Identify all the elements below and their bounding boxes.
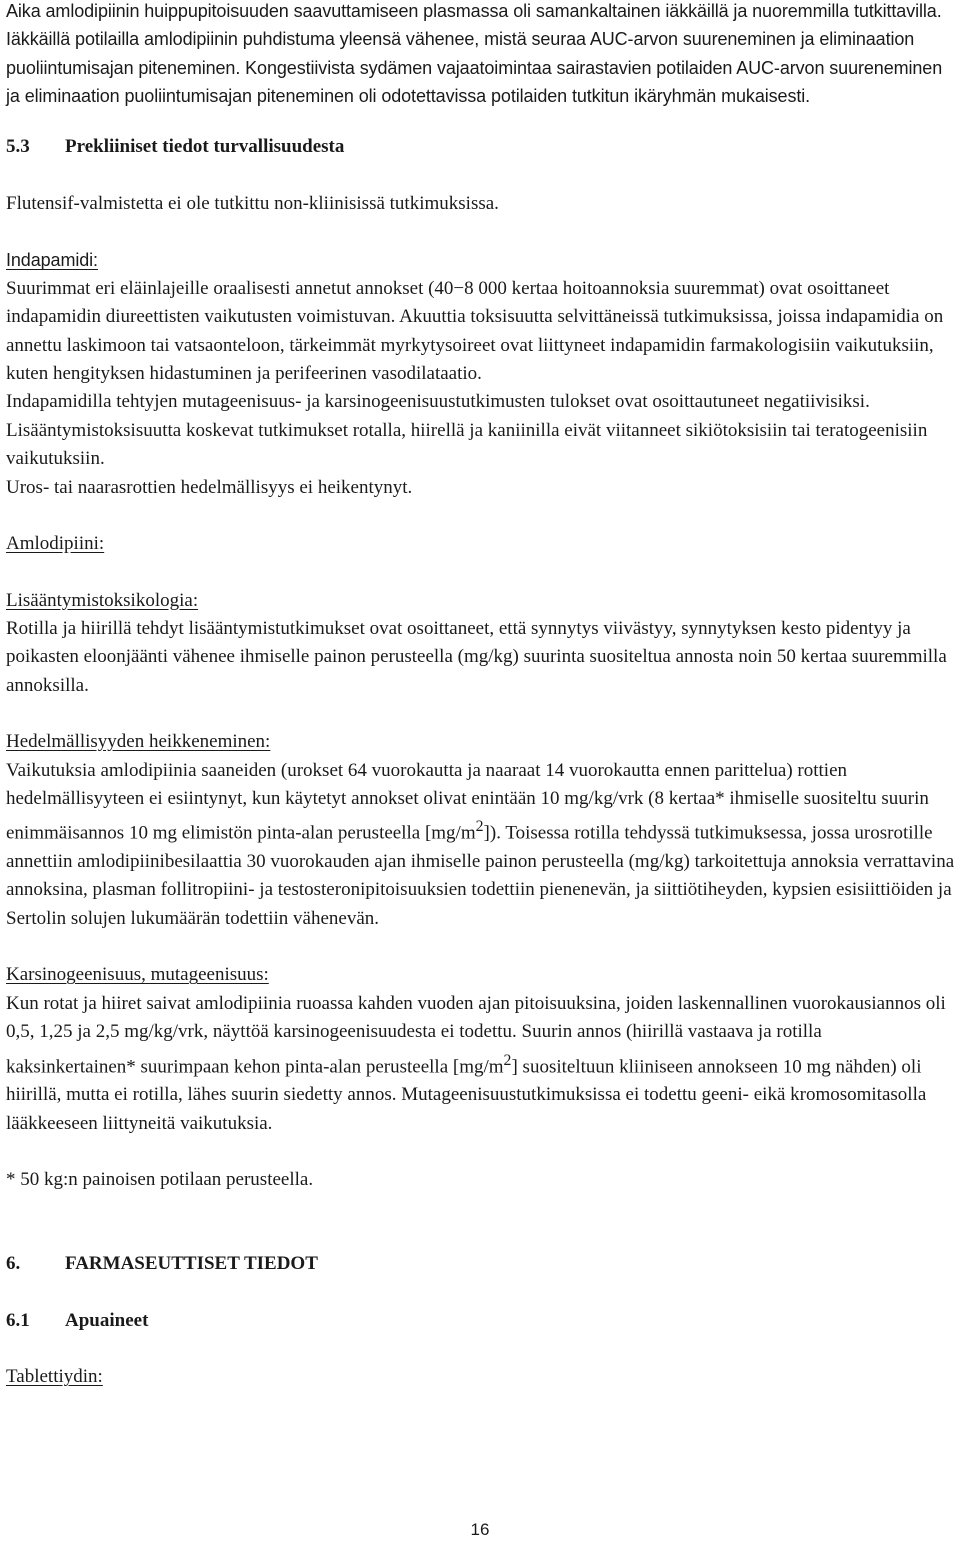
indapamidi-paragraph-2: Indapamidilla tehtyjen mutageenisuus- ja karsinogeenisuustutkimusten tulokset ovat osoittautuneet negatiivisiksi. [6,391,870,413]
carcinogenicity-heading: Karsinogeenisuus, mutageenisuus: [6,964,269,986]
footnote: * 50 kg:n painoisen potilaan perusteella. [6,1169,314,1191]
tablet-core-heading: Tablettiydin: [6,1366,103,1388]
fertility-text-part-1: Vaikutuksia amlodipiinia saaneiden (urokset 64 vuorokautta ja naaraat 14 vuorokautta ennen parittelua) rottien hedelmällisyyteen ei esiintynyt, kun käytetyt annokset olivat enintään 10 mg/kg/vrk (8 kertaa* ihmiselle suositeltu suurin enimmäisannos 10 mg elimistön pinta-alan perusteella [mg/m [6,759,929,844]
section-6-heading [6,1250,956,1278]
section-5-3-heading [6,133,956,161]
superscript-2: 2 [503,1051,512,1069]
section-number: 6. [6,1253,21,1275]
fertility-text-part-2: ]). Toisessa rotilla tehdyssä tutkimuksessa, jossa urosrotille annettiin amlodipiinibesilaattia 30 vuorokauden ajan ihmiselle painon perusteella (mg/kg) tarkoitettuja annoksia verrattavina annoksina, plasman follitropiini- ja testosteronipitoisuuksien todettiin pienenevän, ja siittiötiheyden, kypsien esisiittiöiden ja Sertolin solujen lukumäärän todettiin vähenevän. [6,822,955,929]
section-6-1-heading [6,1307,956,1335]
section-5-3-intro: Flutensif-valmistetta ei ole tutkittu non-kliinisissä tutkimuksissa. [6,193,499,215]
section-title: Prekliiniset tiedot turvallisuudesta [65,135,345,157]
amlodipiini-heading: Amlodipiini: [6,533,105,555]
intro-paragraph: Aika amlodipiinin huippupitoisuuden saavuttamiseen plasmassa oli samankaltainen iäkkäillä ja nuoremmilla tutkittavilla. Iäkkäillä potilailla amlodipiinin puhdistuma yleensä vähenee, mistä seuraa AUC-arvon suureneminen ja eliminaation puoliintumisajan piteneminen. Kongestiivista sydämen vajaatoimintaa sairastavien potilaiden AUC-arvon suureneminen ja eliminaation puoliintumisajan piteneminen oli odotettavissa potilaiden tutkitun ikäryhmän mukaisesti. [6,1,943,107]
indapamidi-paragraph-3: Lisääntymistoksisuutta koskevat tutkimukset rotalla, hiirellä ja kaniinilla eivät viitanneet sikiötoksisiin tai teratogeenisiin vaikutuksiin. [6,419,928,470]
reproductive-toxicology-text: Rotilla ja hiirillä tehdyt lisääntymistutkimukset ovat osoittaneet, että synnytys viivästyy, synnytyksen kesto pidentyy ja poikasten eloonjäänti vähenee ihmiselle painon perusteella (mg/kg) suurinta suositeltua annosta noin 50 kertaa suuremmilla annoksilla. [6,617,947,696]
indapamidi-paragraph-4: Uros- tai naarasrottien hedelmällisyys ei heikentynyt. [6,476,413,498]
indapamidi-paragraph-1: Suurimmat eri eläinlajeille oraalisesti annetut annokset (40−8 000 kertaa hoitoannoksia suuremmat) ovat osoittaneet indapamidin diureettisten vaikutusten voimistuvan. Akuuttia toksisuutta selvittäneissä tutkimuksissa, joissa indapamidia on annettu laskimoon tai vatsaonteloon, tärkeimmät myrkytysoireet ovat liittyneet indapamidin farmakologisiin vaikutuksiin, kuten hengityksen hidastuminen ja perifeerinen vasodilataatio. [6,277,944,385]
section-title: FARMASEUTTISET TIEDOT [65,1253,318,1275]
fertility-text [6,757,956,934]
fertility-heading: Hedelmällisyyden heikkeneminen: [6,731,271,753]
superscript-2: 2 [475,818,484,836]
indapamidi-heading: Indapamidi: [6,250,98,271]
section-number: 5.3 [6,135,30,157]
section-title: Apuaineet [65,1309,149,1331]
carcinogenicity-text-part-1: Kun rotat ja hiiret saivat amlodipiinia ruoassa kahden vuoden ajan pitoisuuksina, joiden laskennallinen vuorokausiannos oli 0,5, 1,25 ja 2,5 mg/kg/vrk, näyttöä karsinogeenisuudesta ei todettu. Suurin annos (hiirillä vastaava ja rotilla kaksinkertainen* suurimpaan kehon pinta-alan perusteella [mg/m [6,992,946,1077]
document-page [6,0,956,1392]
section-number: 6.1 [6,1309,30,1331]
reproductive-toxicology-heading: Lisääntymistoksikologia: [6,589,199,611]
page-number: 16 [470,1520,490,1539]
carcinogenicity-text-part-2: ] suositeltuun kliiniseen annokseen 10 mg nähden) oli hiirillä, mutta ei rotilla, lähes suurin siedetty annos. Mutageenisuustutkimuksissa ei todettu geeni- eikä kromosomitasolla lääkkeeseen liittyneitä vaikutuksia. [6,1055,927,1134]
carcinogenicity-text [6,990,956,1138]
